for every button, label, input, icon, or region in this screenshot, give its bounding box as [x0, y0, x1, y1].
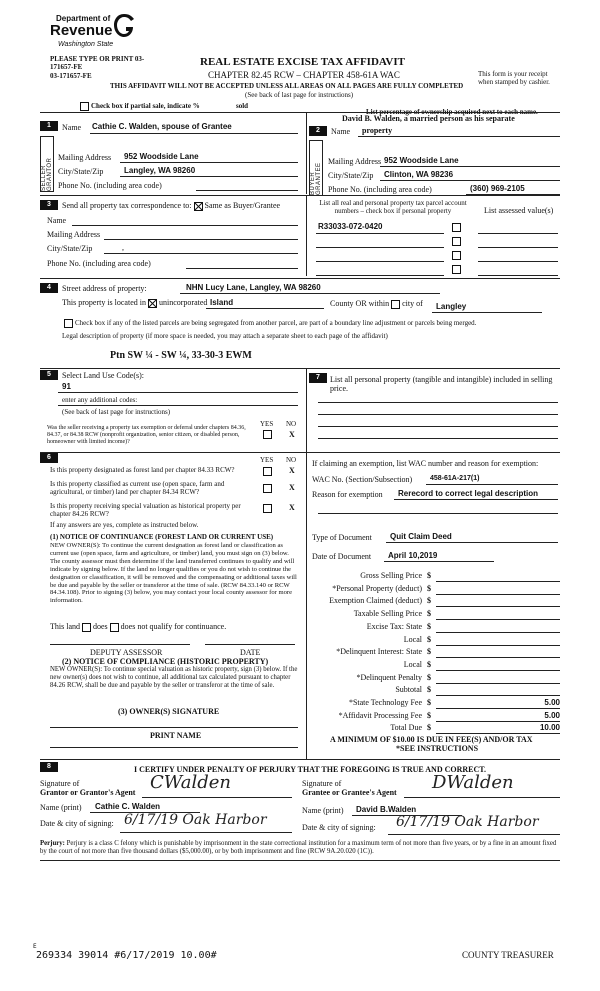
grantee-name-label: Name (print) — [302, 806, 344, 815]
tax-row-label: Subtotal — [395, 685, 422, 695]
ref-b: 03-171657-FE — [50, 72, 92, 80]
section-1-number: 1 — [40, 121, 58, 131]
partial-sale-checkbox[interactable] — [80, 102, 89, 111]
exemption-yes-checkbox[interactable] — [263, 430, 272, 439]
county-label: County OR within city of — [330, 299, 423, 308]
see-back: (See back of last page for instructions) — [245, 91, 354, 99]
buyer-phone-value[interactable]: (360) 969-2105 — [470, 184, 525, 193]
tax-row-value[interactable]: 5.00 — [544, 698, 560, 707]
tax-row-currency: $ — [427, 609, 431, 619]
street-value[interactable]: NHN Lucy Lane, Langley, WA 98260 — [186, 283, 321, 292]
tax-row-underline — [436, 619, 560, 620]
current-use-yes-checkbox[interactable] — [263, 484, 272, 493]
buyer-city-label: City/State/Zip — [328, 171, 374, 180]
personal-property-label: List all personal property (tangible and intangible) included in selling price. — [330, 375, 553, 394]
county-treasurer-label: COUNTY TREASURER — [462, 950, 554, 960]
form-warning: THIS AFFIDAVIT WILL NOT BE ACCEPTED UNLESS ALL AREAS ON ALL PAGES ARE FULLY COMPLETED — [110, 82, 464, 90]
buyer-name-line2[interactable]: property — [362, 126, 393, 135]
tax-row-underline — [436, 606, 560, 607]
legal-value[interactable]: Ptn SW ¼ - SW ¼, 33-30-3 EWM — [110, 350, 252, 361]
buyer-phone-label: Phone No. (including area code) — [328, 185, 432, 194]
tax-row-label: Total Due — [390, 723, 422, 733]
tax-row-label: Local — [403, 634, 422, 644]
historic-no-mark: X — [289, 503, 295, 512]
grantee-signature[interactable]: DWalden — [432, 772, 514, 793]
tax-row-label: *Personal Property (deduct) — [332, 583, 422, 593]
tax-row-label: *Delinquent Penalty — [356, 672, 422, 682]
form-subtitle: CHAPTER 82.45 RCW – CHAPTER 458-61A WAC — [208, 70, 400, 80]
tax-row-label: Excise Tax: State — [366, 621, 422, 631]
tax-row-currency: $ — [427, 583, 431, 593]
yes-header-5: YES — [260, 420, 274, 428]
certify-statement: I CERTIFY UNDER PENALTY OF PERJURY THAT THE FOREGOING IS TRUE AND CORRECT. — [134, 765, 487, 774]
street-label: Street address of property: — [62, 284, 147, 293]
ref-a: 171657-FE — [50, 63, 83, 71]
grantee-name-value[interactable]: David B.Walden — [356, 805, 417, 814]
tax-row-underline — [436, 632, 560, 633]
partial-sale-label: Check box if partial sale, indicate % — [91, 102, 200, 110]
buyer-city-value[interactable]: Clinton, WA 98236 — [384, 170, 454, 179]
county-value[interactable]: Island — [210, 298, 234, 307]
forest-no-mark: X — [289, 466, 295, 475]
tax-row-underline — [436, 657, 560, 658]
segregated-label: Check box if any of the listed parcels are being segregated from another parcel, are part of a boundary line adjustment or parcels being merged. — [62, 319, 476, 328]
tax-row-underline — [436, 670, 560, 671]
no-header-6: NO — [286, 456, 297, 464]
section-7-number: 7 — [309, 373, 327, 383]
tax-row-label: Taxable Selling Price — [353, 609, 422, 619]
grantor-sig-label2: Grantor or Grantor's Agent — [40, 788, 136, 797]
section-5-number: 5 — [40, 370, 58, 380]
grantor-signature[interactable]: CWalden — [150, 772, 231, 793]
doc-type-value[interactable]: Quit Claim Deed — [390, 532, 452, 541]
tax-row-underline — [436, 695, 560, 696]
parcel-4-checkbox[interactable] — [452, 265, 461, 274]
seller-mailing-label: Mailing Address — [58, 153, 112, 162]
checkbox-x-icon — [149, 300, 156, 307]
dor-logo-icon — [112, 12, 136, 40]
section-8-number: 8 — [40, 762, 58, 772]
section-4-number: 4 — [40, 283, 58, 293]
deputy-assessor-label: DEPUTY ASSESSOR — [90, 648, 163, 657]
form-title: REAL ESTATE EXCISE TAX AFFIDAVIT — [200, 56, 405, 68]
parcel-2-checkbox[interactable] — [452, 237, 461, 246]
seller-name-value[interactable]: Cathie C. Walden, spouse of Grantee — [92, 122, 232, 131]
seller-city-value[interactable]: Langley, WA 98260 — [124, 166, 196, 175]
tax-row-currency: $ — [427, 698, 431, 707]
tax-row-currency: $ — [427, 621, 431, 631]
tax-row-currency: $ — [427, 723, 431, 733]
notice2-title: (2) NOTICE OF COMPLIANCE (HISTORIC PROPERTY) — [62, 657, 269, 666]
tax-row-currency: $ — [427, 685, 431, 695]
exemption-question: Was the seller receiving a property tax exemption or deferral under chapters 84.36, 84.37, or 84.38 RCW (nonprofit organization, senior citizen, or disabled person, homeowner with limited income)? — [47, 425, 246, 445]
segregated-checkbox[interactable] — [64, 319, 73, 328]
additional-codes-label: enter any additional codes: — [62, 396, 138, 404]
forest-yes-checkbox[interactable] — [263, 467, 272, 476]
logo-line2: Revenue — [50, 22, 113, 39]
buyer-name-line1[interactable]: David B. Walden, a married person as his separate — [342, 114, 515, 123]
reason-value[interactable]: Rerecord to correct legal description — [398, 489, 539, 498]
buyer-grantee-side-label: BUYER GRANTEE — [309, 140, 323, 196]
seller-phone-label: Phone No. (including area code) — [58, 181, 162, 190]
tax-row-label: Local — [403, 659, 422, 669]
city-of-checkbox[interactable] — [391, 300, 400, 309]
exemption-claim-label: If claiming an exemption, list WAC number and reason for exemption: — [312, 459, 539, 468]
cashier-stamp: 269334 39014 #6/17/2019 10.00# — [36, 950, 217, 961]
notice1-body: NEW OWNER(S): To continue the current designation as forest land or classification as current use (open space, farm and agriculture, or timber) land, you must sign on (3) below. The county assessor must then determine if the land transferred continues to qualify and will indicate by signing below. If the land no longer qualifies or you do not wish to continue the designation or classification, it will be removed and the compensating or additional taxes will be due and payable by the seller or transferor at the time of sale. (RCW 84.33.140 or RCW 84.34.108). Prior to signing (3) below, you may contact your local county assessor for more information. — [50, 542, 297, 605]
grantor-date-city[interactable]: 6/17/19 Oak Harbor — [124, 812, 267, 828]
grantee-sig-label1: Signature of — [302, 779, 342, 788]
if-yes-note: If any answers are yes, complete as instructed below. — [50, 521, 199, 529]
receipt-note: This form is your receipt when stamped by cashier. — [478, 70, 550, 87]
grantee-date-city[interactable]: 6/17/19 Oak Harbor — [396, 814, 539, 830]
exemption-no-mark: X — [289, 430, 295, 439]
doc-date-value[interactable]: April 10,2019 — [388, 551, 438, 560]
does-not-checkbox[interactable] — [110, 623, 119, 632]
tax-row-currency: $ — [427, 659, 431, 669]
minimum-due-line1: A MINIMUM OF $10.00 IS DUE IN FEE(S) AND/OR TAX — [330, 735, 533, 744]
tax-row-currency: $ — [427, 634, 431, 644]
tax-row-underline — [436, 683, 560, 684]
logo-line3: Washington State — [58, 41, 114, 48]
tax-row-underline — [436, 721, 560, 722]
corr-mailing-label: Mailing Address — [47, 230, 101, 239]
legal-label: Legal description of property (if more space is needed, you may attach a separate sheet to each page of the affidavit) — [62, 332, 388, 340]
corr-phone-label: Phone No. (including area code) — [47, 259, 151, 268]
seller-city-label: City/State/Zip — [58, 167, 104, 176]
tax-row-currency: $ — [427, 710, 431, 720]
cashier-stamp-mark: E — [33, 943, 37, 950]
forest-question: Is this property designated as forest land per chapter 84.33 RCW? — [50, 466, 235, 474]
grantee-sig-label2: Grantee or Grantee's Agent — [302, 788, 397, 797]
grantor-name-label: Name (print) — [40, 803, 82, 812]
wac-label: WAC No. (Section/Subsection) — [312, 475, 413, 484]
parcels-header: List all real and personal property tax parcel account numbers – check box if personal property — [319, 199, 467, 216]
tax-row-currency: $ — [427, 571, 431, 580]
section-2-number: 2 — [309, 126, 327, 136]
ownership-note: List percentage of ownership acquired next to each name. — [366, 108, 538, 116]
doc-type-label: Type of Document — [312, 533, 372, 542]
no-header-5: NO — [286, 420, 297, 428]
land-use-see-back: (See back of last page for instructions) — [62, 408, 171, 416]
print-name-label: PRINT NAME — [150, 731, 202, 740]
perjury-notice: Perjury: Perjury is a class C felony which is punishable by imprisonment in the state correctional institution for a maximum term of not more than five years, or by a fine in an amount fixed by the court of not more than five thousand dollars ($5,000.00), or by both imprisonment and fine (RCW 9A.20.020 (1C)). — [40, 840, 557, 856]
doc-date-label: Date of Document — [312, 552, 372, 561]
tax-row-currency: $ — [427, 596, 431, 606]
owner-signature-label: (3) OWNER(S) SIGNATURE — [118, 707, 220, 716]
buyer-mailing-label: Mailing Address — [328, 157, 382, 166]
yes-header-6: YES — [260, 456, 274, 464]
dor-logo — [50, 14, 140, 54]
grantor-date-label: Date & city of signing: — [40, 819, 114, 828]
tax-row-label: *State Technology Fee — [348, 698, 422, 707]
corr-city-label: City/State/Zip — [47, 244, 93, 253]
sold-label: sold — [236, 102, 249, 110]
parcel-1-checkbox[interactable] — [452, 223, 461, 232]
grantee-date-label: Date & city of signing: — [302, 823, 376, 832]
tax-row-value[interactable]: 5.00 — [544, 710, 560, 720]
city-value[interactable]: Langley — [436, 302, 467, 311]
tax-row-underline — [436, 708, 560, 709]
tax-row-value[interactable]: 10.00 — [539, 723, 560, 733]
seller-name-label: Name — [62, 123, 82, 132]
section-6-number: 6 — [40, 453, 58, 463]
this-land-label: This land does does not qualify for continuance. — [50, 622, 227, 631]
corr-name-label: Name — [47, 216, 67, 225]
logo-line1: Department of — [56, 14, 111, 23]
notice2-body: NEW OWNER(S): To continue special valuation as historic property, sign (3) below. If the new owner(s) does not wish to continue, all additional tax calculated pursuant to chapter 84.26 RCW, shall be due and payable by the seller or transferor at the time of sale. — [50, 666, 298, 690]
checkbox-x-icon — [195, 203, 202, 210]
assessed-header: List assessed value(s) — [484, 206, 554, 215]
section-3-number: 3 — [40, 200, 58, 210]
tax-row-label: *Delinquent Interest: State — [336, 647, 422, 657]
seller-mailing-value[interactable]: 952 Woodside Lane — [124, 152, 199, 161]
parcel-3-checkbox[interactable] — [452, 251, 461, 260]
grantor-sig-label1: Signature of — [40, 779, 80, 788]
wac-value[interactable]: 458-61A-217(1) — [430, 475, 480, 482]
parcel-1-value[interactable]: R33033-072-0420 — [318, 222, 383, 231]
historic-yes-checkbox[interactable] — [263, 504, 272, 513]
historic-question: Is this property receiving special valuation as historical property per chapter 84.26 RCW? — [50, 502, 241, 519]
tax-row-underline — [436, 594, 560, 595]
tax-row-label: Gross Selling Price — [360, 571, 422, 580]
notice1-title: (1) NOTICE OF CONTINUANCE (FOREST LAND OR CURRENT USE) — [50, 533, 274, 541]
buyer-mailing-value[interactable]: 952 Woodside Lane — [384, 156, 459, 165]
land-use-label: Select Land Use Code(s): — [62, 371, 144, 380]
unincorporated-checkbox[interactable] — [148, 299, 157, 308]
located-label: This property is located in unincorporated — [62, 298, 208, 307]
buyer-name-label: Name — [331, 127, 351, 136]
reason-label: Reason for exemption — [312, 490, 383, 499]
seller-grantor-side-label: SELLER GRANTOR — [40, 136, 54, 192]
tax-row-underline — [436, 581, 560, 582]
tax-row-currency: $ — [427, 672, 431, 682]
land-use-code[interactable]: 91 — [62, 382, 71, 391]
current-use-no-mark: X — [289, 483, 295, 492]
type-or-print: PLEASE TYPE OR PRINT 03- — [50, 55, 145, 63]
corr-city-value[interactable]: , — [122, 243, 124, 252]
tax-row-underline — [436, 645, 560, 646]
does-checkbox[interactable] — [82, 623, 91, 632]
minimum-due-line2: *SEE INSTRUCTIONS — [396, 744, 479, 753]
grantor-name-value[interactable]: Cathie C. Walden — [95, 802, 161, 811]
tax-row-label: *Affidavit Processing Fee — [338, 710, 422, 720]
same-as-buyer-checkbox[interactable] — [194, 202, 203, 211]
tax-row-currency: $ — [427, 647, 431, 657]
tax-row-label: Exemption Claimed (deduct) — [329, 596, 422, 606]
current-use-question: Is this property classified as current use (open space, farm and agricultural, or timber) land per chapter 84.34 RCW? — [50, 480, 225, 497]
correspondence-label: Send all property tax correspondence to: Same as Buyer/Grantee — [62, 201, 281, 210]
deputy-date-label: DATE — [240, 648, 261, 657]
